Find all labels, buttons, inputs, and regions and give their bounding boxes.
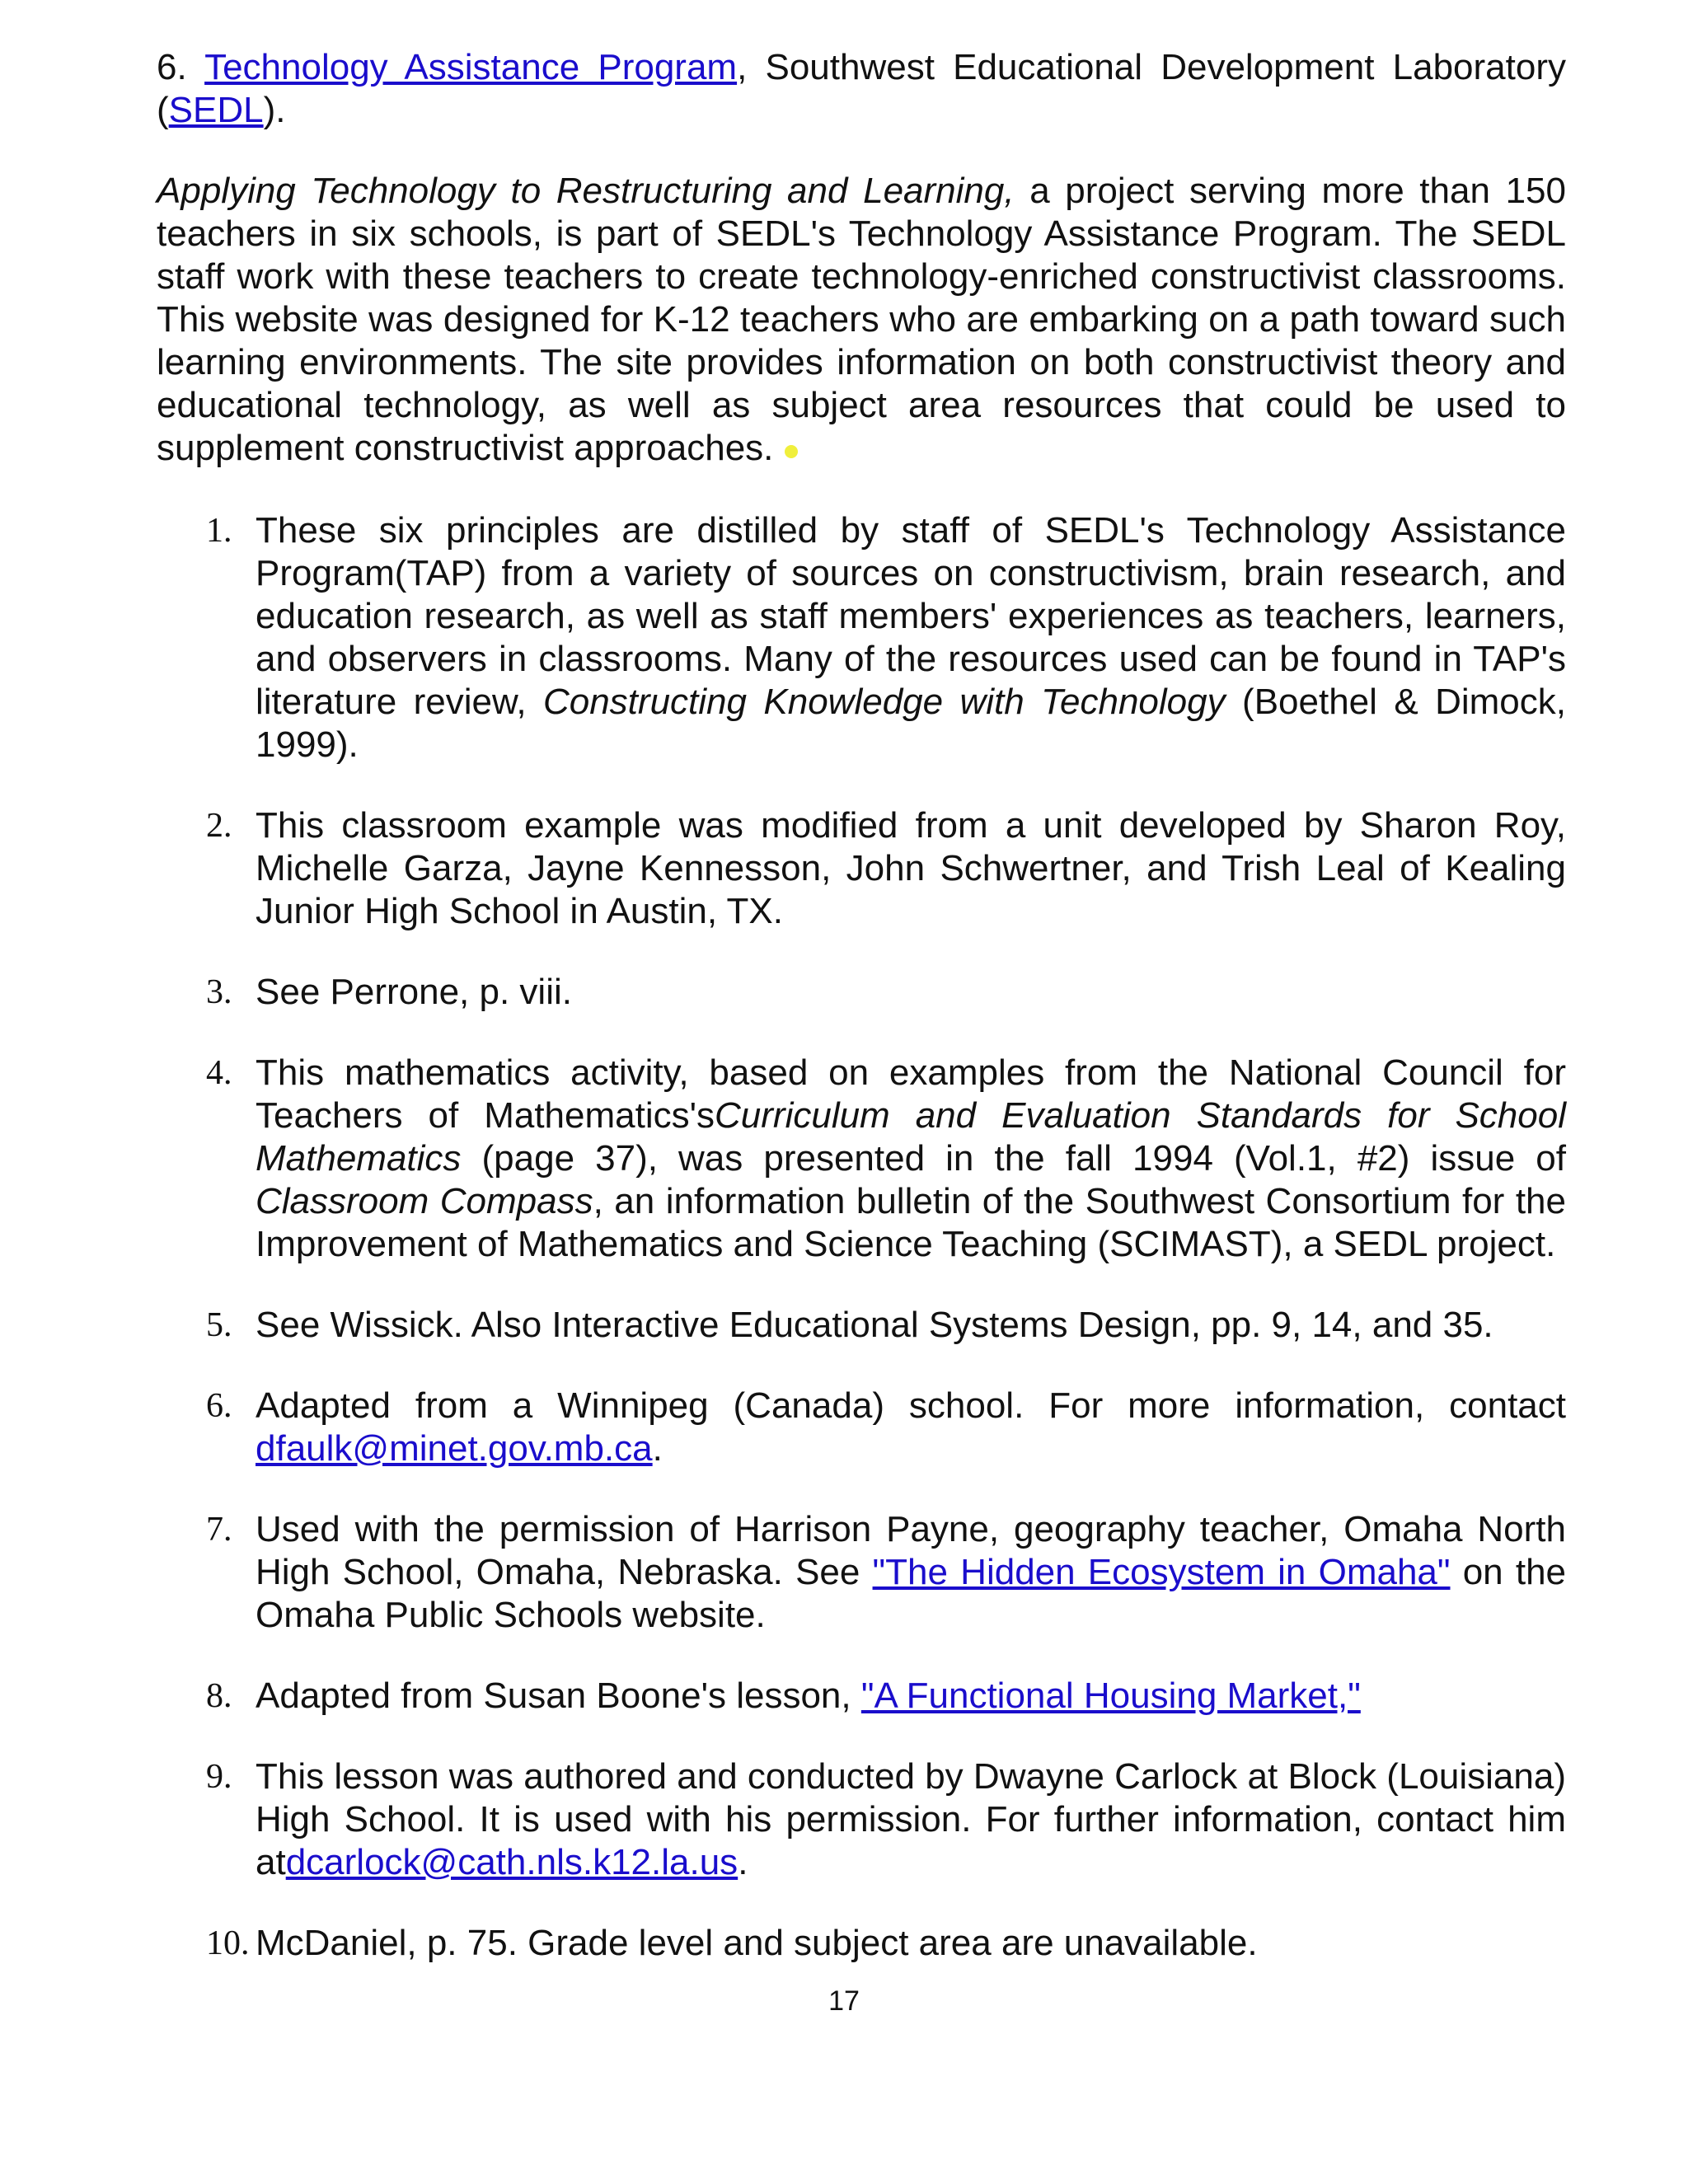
endnote-5 xyxy=(157,1304,1566,1347)
email-link-dcarlock[interactable]: dcarlock@cath.nls.k12.la.us xyxy=(285,1842,738,1882)
sedl-link[interactable]: SEDL xyxy=(168,90,264,130)
endnote-italic-title: Constructing Knowledge with Technology xyxy=(542,682,1226,722)
endnote-number: 10. xyxy=(206,1924,250,1962)
endnote-text: See Wissick. Also Interactive Educational Systems Design, pp. 9, 14, and 35. xyxy=(256,1305,1493,1345)
yellow-marker-dot xyxy=(785,445,798,458)
endnote-number: 2. xyxy=(206,807,232,845)
endnote-text: See Perrone, p. viii. xyxy=(256,972,572,1012)
endnote-number: 7. xyxy=(206,1511,232,1549)
endnote-number: 3. xyxy=(206,973,232,1011)
endnote-number: 1. xyxy=(206,512,232,550)
intro-project-title: Applying Technology to Restructuring and Learning, xyxy=(157,171,1015,211)
endnote-2 xyxy=(157,804,1566,933)
endnotes-list xyxy=(157,509,1566,1965)
endnote-8 xyxy=(157,1675,1566,1718)
endnote-text: This classroom example was modified from a unit developed by Sharon Roy, Michelle Garza, Jayne Kennesson, John Schwertner, and Trish Leal of Kealing Junior High School in Austin, TX. xyxy=(256,805,1566,931)
endnote-text: , an information bulletin of the Southwest Consortium for the Improvement of Mathematics and Science Teaching (SCIMAST), a SEDL project. xyxy=(256,1181,1566,1264)
intro-body-text: a project serving more than 150 teachers in six schools, is part of SEDL's Technology Assistance Program. The SEDL staff work with these teachers to create technology-enriched constructivist classrooms. This website was designed for K-12 teachers who are embarking on a path toward such learning environments. The site provides information on both constructivist theory and educational technology, as well as subject area resources that could be used to supplement constructivist approaches. xyxy=(157,171,1566,468)
endnote-text: Used with the permission of Harrison Payne, geography teacher, Omaha North High School, Omaha, Nebraska. See xyxy=(256,1509,1566,1592)
resource-heading xyxy=(157,46,1566,132)
heading-prefix: 6. xyxy=(157,47,205,87)
endnote-text: These six principles are distilled by staff of SEDL's Technology Assistance Program(TAP) from a variety of sources on constructivism, brain research, and education research, as well as staff members' experiences as teachers, learners, and observers in classrooms. Many of the resources used can be found in TAP's literature review, xyxy=(256,510,1566,722)
endnote-3 xyxy=(157,971,1566,1014)
endnote-text: This mathematics activity, based on examples from the National Council for Teachers of Mathematics's xyxy=(256,1052,1566,1136)
endnote-number: 5. xyxy=(206,1306,232,1344)
intro-paragraph xyxy=(157,170,1566,470)
page-number: 17 xyxy=(828,1985,860,2017)
heading-suffix: ). xyxy=(263,90,286,130)
endnote-text: McDaniel, p. 75. Grade level and subject area are unavailable. xyxy=(256,1923,1258,1963)
technology-assistance-program-link[interactable]: Technology Assistance Program xyxy=(204,47,738,87)
endnote-text: Adapted from Susan Boone's lesson, xyxy=(256,1675,861,1716)
endnote-number: 6. xyxy=(206,1387,232,1425)
endnote-text: on the Omaha Public Schools website. xyxy=(256,1552,1567,1635)
endnote-text: . xyxy=(652,1428,663,1469)
functional-housing-market-link[interactable]: "A Functional Housing Market," xyxy=(860,1675,1361,1716)
endnote-text: (Boethel & Dimock, 1999). xyxy=(256,682,1566,765)
endnote-1 xyxy=(157,509,1566,766)
heading-middle-text: , Southwest Educational Development Laboratory ( xyxy=(157,47,1566,130)
hidden-ecosystem-link[interactable]: "The Hidden Ecosystem in Omaha" xyxy=(872,1552,1451,1592)
endnote-italic-title: Curriculum and Evaluation Standards for School Mathematics xyxy=(256,1095,1566,1179)
endnote-text: . xyxy=(738,1842,748,1882)
endnote-7 xyxy=(157,1508,1566,1637)
endnote-number: 8. xyxy=(206,1677,232,1715)
endnote-text: Adapted from a Winnipeg (Canada) school. For more information, contact xyxy=(256,1385,1566,1426)
endnote-italic-title: Classroom Compass xyxy=(256,1181,593,1221)
endnote-6 xyxy=(157,1385,1566,1470)
email-link-dfaulk[interactable]: dfaulk@minet.gov.mb.ca xyxy=(256,1428,653,1469)
endnote-number: 4. xyxy=(206,1054,232,1092)
endnote-text: This lesson was authored and conducted by Dwayne Carlock at Block (Louisiana) High School. It is used with his permission. For further information, contact him at xyxy=(256,1756,1566,1882)
endnote-9 xyxy=(157,1755,1566,1884)
endnote-number: 9. xyxy=(206,1758,232,1796)
endnote-10 xyxy=(157,1922,1566,1965)
endnote-text: (page 37), was presented in the fall 1994 (Vol.1, #2) issue of xyxy=(461,1138,1566,1179)
endnote-4 xyxy=(157,1052,1566,1266)
